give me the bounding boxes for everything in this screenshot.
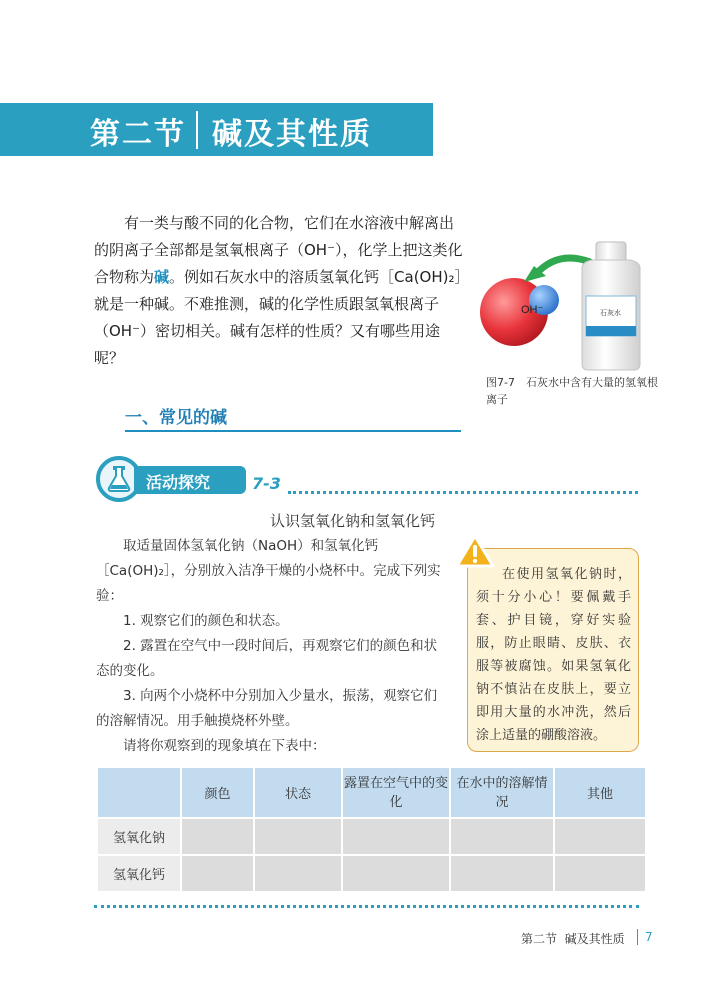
intro-text-1: 有一类与酸不同的化合物，它们在水溶液中解离出的阴离子全部都是氢氧根离子（OH⁻），化学上把这类化合物称为 <box>94 214 463 286</box>
activity-title: 认识氢氧化钠和氢氧化钙 <box>270 512 436 530</box>
table-row <box>97 818 646 855</box>
page-number: 7 <box>645 930 653 944</box>
table-cell[interactable] <box>254 818 342 855</box>
table-row <box>97 855 646 892</box>
table-cell[interactable] <box>450 818 554 855</box>
observation-table <box>96 766 647 893</box>
figure-caption: 图7-7 石灰水中含有大量的氢氧根离子 <box>486 376 658 406</box>
activity-number: 7-3 <box>252 474 281 493</box>
table-header-cell <box>97 767 181 818</box>
section-number: 第二节 <box>90 117 186 152</box>
bottom-divider <box>94 905 639 908</box>
limewater-figure <box>478 240 650 380</box>
footer-title: 碱及其性质 <box>564 932 625 946</box>
subsection-underline <box>125 430 461 432</box>
activity-label: 活动探究 <box>146 473 211 492</box>
table-header-cell: 在水中的溶解情况 <box>450 767 554 818</box>
table-cell[interactable] <box>342 818 450 855</box>
warning-paragraph: 在使用氢氧化钠时，须十分小心！要佩戴手套、护目镜，穿好实验服，防止眼睛、皮肤、衣服等被腐蚀。如果氢氧化钠不慎沾在皮肤上，要立即用大量的水冲洗，然后涂上适量的硼酸溶液。 <box>476 567 631 743</box>
table-cell[interactable] <box>342 855 450 892</box>
bottle-icon <box>582 242 640 370</box>
footer-separator <box>637 929 638 945</box>
table-row-label: 氢氧化钙 <box>97 855 181 892</box>
table-row-label: 氢氧化钠 <box>97 818 181 855</box>
activity-body <box>96 534 441 759</box>
table-prompt: 请将你观察到的现象填在下表中： <box>123 738 326 754</box>
intro-text-2: 。例如石灰水中的溶质氢氧化钙［Ca(OH)₂］就是一种碱。不难推测，碱的化学性质跟氢氧根离子（OH⁻）密切相关。碱有怎样的性质？又有哪些用途呢？ <box>94 268 463 367</box>
table-cell[interactable] <box>450 855 554 892</box>
activity-divider <box>288 491 638 494</box>
ion-label: OH⁻ <box>521 304 544 316</box>
intro-paragraph <box>94 210 466 372</box>
title-divider <box>196 111 198 149</box>
table-cell[interactable] <box>554 855 646 892</box>
term-base: 碱 <box>154 268 170 286</box>
arrow-icon <box>524 258 590 282</box>
activity-step: 3. 向两个小烧杯中分别加入少量水，振荡，观察它们的溶解情况。用手触摸烧杯外壁。 <box>96 688 438 729</box>
activity-step: 2. 露置在空气中一段时间后，再观察它们的颜色和状态的变化。 <box>96 638 438 679</box>
table-cell[interactable] <box>554 818 646 855</box>
warning-text <box>476 563 631 747</box>
table-header-cell: 露置在空气中的变化 <box>342 767 450 818</box>
table-header-cell: 颜色 <box>181 767 254 818</box>
table-cell[interactable] <box>254 855 342 892</box>
section-title-bar <box>0 103 433 156</box>
table-header-row <box>97 767 646 818</box>
table-header-cell: 状态 <box>254 767 342 818</box>
table-cell[interactable] <box>181 855 254 892</box>
subsection-heading: 一、常见的碱 <box>125 408 227 428</box>
activity-intro: 取适量固体氢氧化钠（NaOH）和氢氧化钙［Ca(OH)₂］，分别放入洁净干燥的小烧杯中。完成下列实验： <box>96 538 441 604</box>
section-title: 碱及其性质 <box>212 117 372 152</box>
bottle-label: 石灰水 <box>600 310 621 317</box>
table-cell[interactable] <box>181 818 254 855</box>
table-header-cell: 其他 <box>554 767 646 818</box>
footer-section: 第二节 <box>521 932 558 946</box>
running-footer <box>521 930 625 947</box>
activity-step: 1. 观察它们的颜色和状态。 <box>123 613 289 629</box>
